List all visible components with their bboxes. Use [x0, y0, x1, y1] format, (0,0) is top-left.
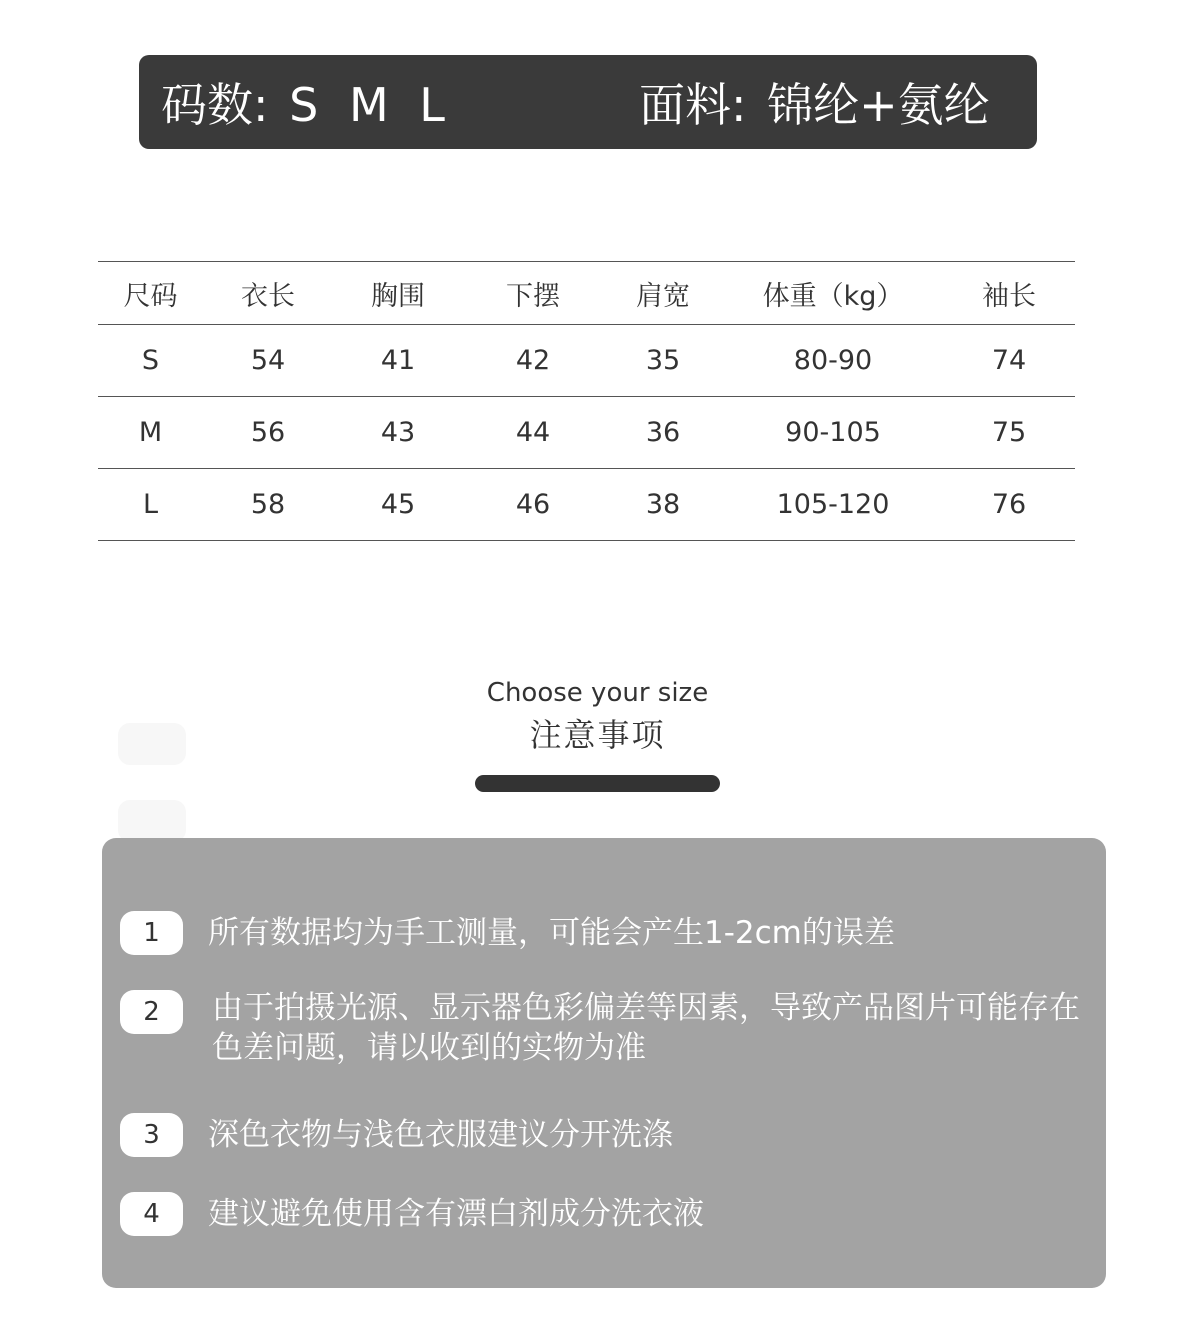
heading-underline-bar: [475, 775, 720, 792]
table-cell: 75: [991, 417, 1027, 448]
note-number-badge: 3: [120, 1113, 183, 1157]
table-cell: 43: [380, 417, 416, 448]
notes-panel: [102, 838, 1106, 1288]
table-cell: 36: [645, 417, 681, 448]
table-cell: 44: [515, 417, 551, 448]
fabric-label: 面料:: [639, 78, 747, 132]
table-cell: L: [142, 489, 159, 520]
table-row: [98, 397, 1075, 469]
table-cell: 58: [250, 489, 286, 520]
faint-decoration: [118, 723, 186, 765]
table-cell: 80-90: [793, 345, 873, 376]
faint-decoration: [118, 800, 186, 842]
note-number-badge: 1: [120, 911, 183, 955]
note-text: 建议避免使用含有漂白剂成分洗衣液: [208, 1196, 704, 1232]
header-length: 衣长: [241, 280, 295, 312]
table-row: [98, 469, 1075, 541]
header-hem: 下摆: [506, 280, 560, 312]
table-cell: 74: [991, 345, 1027, 376]
table-cell: 45: [380, 489, 416, 520]
size-spec: [161, 69, 453, 135]
header-chest: 胸围: [371, 280, 425, 312]
table-cell: 41: [380, 345, 416, 376]
table-cell: 56: [250, 417, 286, 448]
page-bottom-strip: [0, 1306, 1200, 1319]
note-text: 由于拍摄光源、显示器色彩偏差等因素，导致产品图片可能存在色差问题，请以收到的实物为准: [212, 990, 1080, 1066]
table-cell: 35: [645, 345, 681, 376]
notes-subtitle: Choose your size: [486, 678, 709, 708]
table-cell: S: [141, 345, 160, 376]
note-number-badge: 4: [120, 1192, 183, 1236]
table-cell: 90-105: [785, 417, 881, 448]
table-cell: 38: [645, 489, 681, 520]
notes-title: 注意事项: [529, 716, 666, 754]
note-number-badge: 2: [120, 990, 183, 1034]
header-sleeve: 袖长: [982, 280, 1036, 312]
size-chart-table: [98, 261, 1075, 541]
note-text: 深色衣物与浅色衣服建议分开洗涤: [208, 1117, 673, 1153]
table-header-row: [98, 262, 1075, 325]
table-row: [98, 325, 1075, 397]
fabric-value: 锦纶+氨纶: [767, 78, 990, 132]
table-cell: M: [138, 417, 163, 448]
table-cell: 54: [250, 345, 286, 376]
header-shoulder: 肩宽: [636, 280, 690, 312]
header-size: 尺码: [123, 280, 178, 312]
table-cell: 76: [991, 489, 1027, 520]
table-cell: 42: [515, 345, 551, 376]
table-cell: 105-120: [776, 489, 890, 520]
fabric-spec: [639, 69, 990, 135]
notes-heading: [400, 678, 795, 756]
size-value: S M L: [289, 78, 453, 132]
note-text: 所有数据均为手工测量，可能会产生1-2cm的误差: [208, 915, 895, 951]
size-label: 码数:: [161, 78, 269, 132]
spec-banner: [139, 55, 1037, 149]
table-cell: 46: [515, 489, 551, 520]
header-weight: 体重（kg）: [762, 280, 904, 312]
